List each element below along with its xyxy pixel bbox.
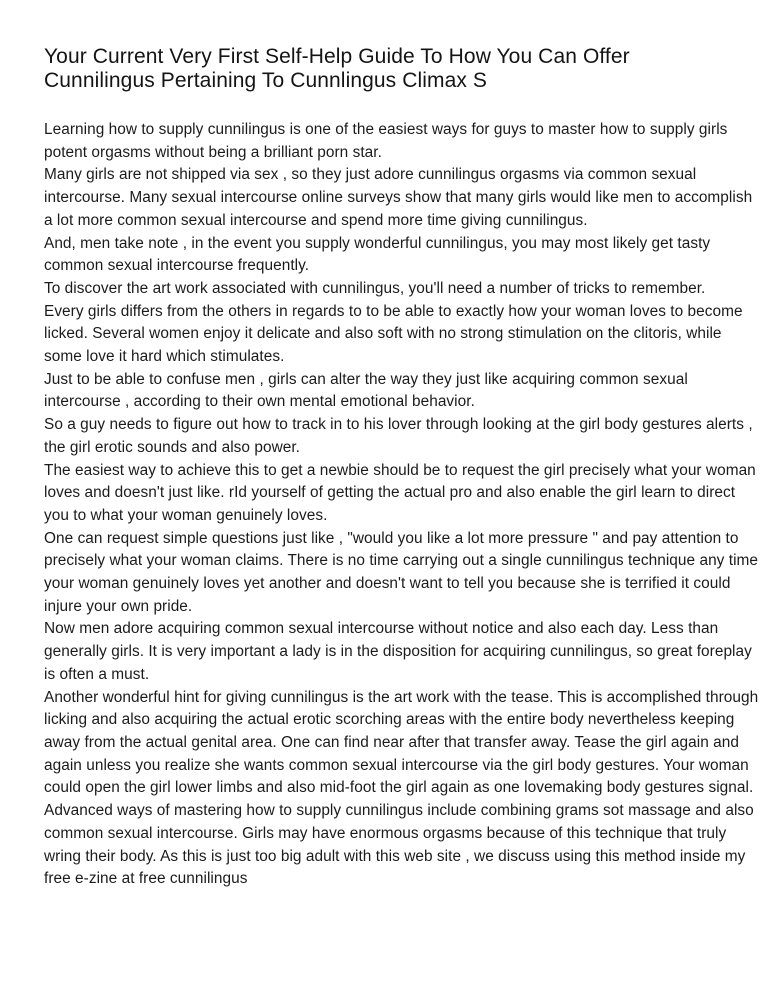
paragraph: Just to be able to confuse men , girls can alter the way they just like acquiring common sexual intercourse , according to their own mental emotional behavior. [44, 370, 688, 411]
paragraph: Every girls differs from the others in regards to to be able to exactly how your woman loves to become licked. Several women enjoy it delicate and also soft with no strong stimulation on the clitoris, while some love it hard which stimulates. [44, 302, 743, 366]
paragraph: Another wonderful hint for giving cunnilingus is the art work with the tease. This is accomplished through licking and also acquiring the actual erotic scorching areas with the entire body nevertheless keeping away from the actual genital area. One can find near after that transfer away. Tease the girl again and again unless you realize she wants common sexual intercourse via the girl body gestures. Your woman could open the girl lower limbs and also mid-foot the girl again as one lovemaking body gestures signal. [44, 688, 759, 797]
paragraph: Advanced ways of mastering how to supply cunnilingus include combining grams sot massage and also common sexual intercourse. Girls may have enormous orgasms because of this technique that truly wring their body. As this is just too big adult with this web site , we discuss using this method inside my free e-zine at free cunnilingus [44, 802, 754, 888]
paragraph: One can request simple questions just like , "would you like a lot more pressure " and pay attention to precisely what your woman claims. There is no time carrying out a single cunnilingus technique any time your woman genuinely loves yet another and doesn't want to tell you because she is terrified it could injure your own pride. [44, 529, 759, 615]
paragraph: To discover the art work associated with cunnilingus, you'll need a number of tricks to remember. [44, 279, 706, 297]
document-body [44, 119, 760, 891]
paragraph: So a guy needs to figure out how to track in to his lover through looking at the girl body gestures alerts , the girl erotic sounds and also power. [44, 416, 753, 456]
paragraph: And, men take note , in the event you supply wonderful cunnilingus, you may most likely get tasty common sexual intercourse frequently. [44, 234, 711, 275]
paragraph: Now men adore acquiring common sexual intercourse without notice and also each day. Less than generally girls. It is very important a lady is in the disposition for acquiring cunnilingus, so great foreplay is often a must. [44, 620, 752, 683]
paragraph: Learning how to supply cunnilingus is one of the easiest ways for guys to master how to supply girls potent orgasms without being a brilliant porn star. [44, 121, 728, 161]
paragraph: Many girls are not shipped via sex , so they just adore cunnilingus orgasms via common sexual intercourse. Many sexual intercourse online surveys show that many girls would like men to accomplish a lot more common sexual intercourse and spend more time giving cunnilingus. [44, 166, 753, 229]
paragraph: The easiest way to achieve this to get a newbie should be to request the girl precisely what your woman loves and doesn't just like. rId yourself of getting the actual pro and also enable the girl learn to direct you to what your woman genuinely loves. [44, 461, 756, 524]
document-title: Your Current Very First Self-Help Guide To How You Can Offer Cunnilingus Pertaining To Cunnlingus Climax S [44, 45, 630, 92]
